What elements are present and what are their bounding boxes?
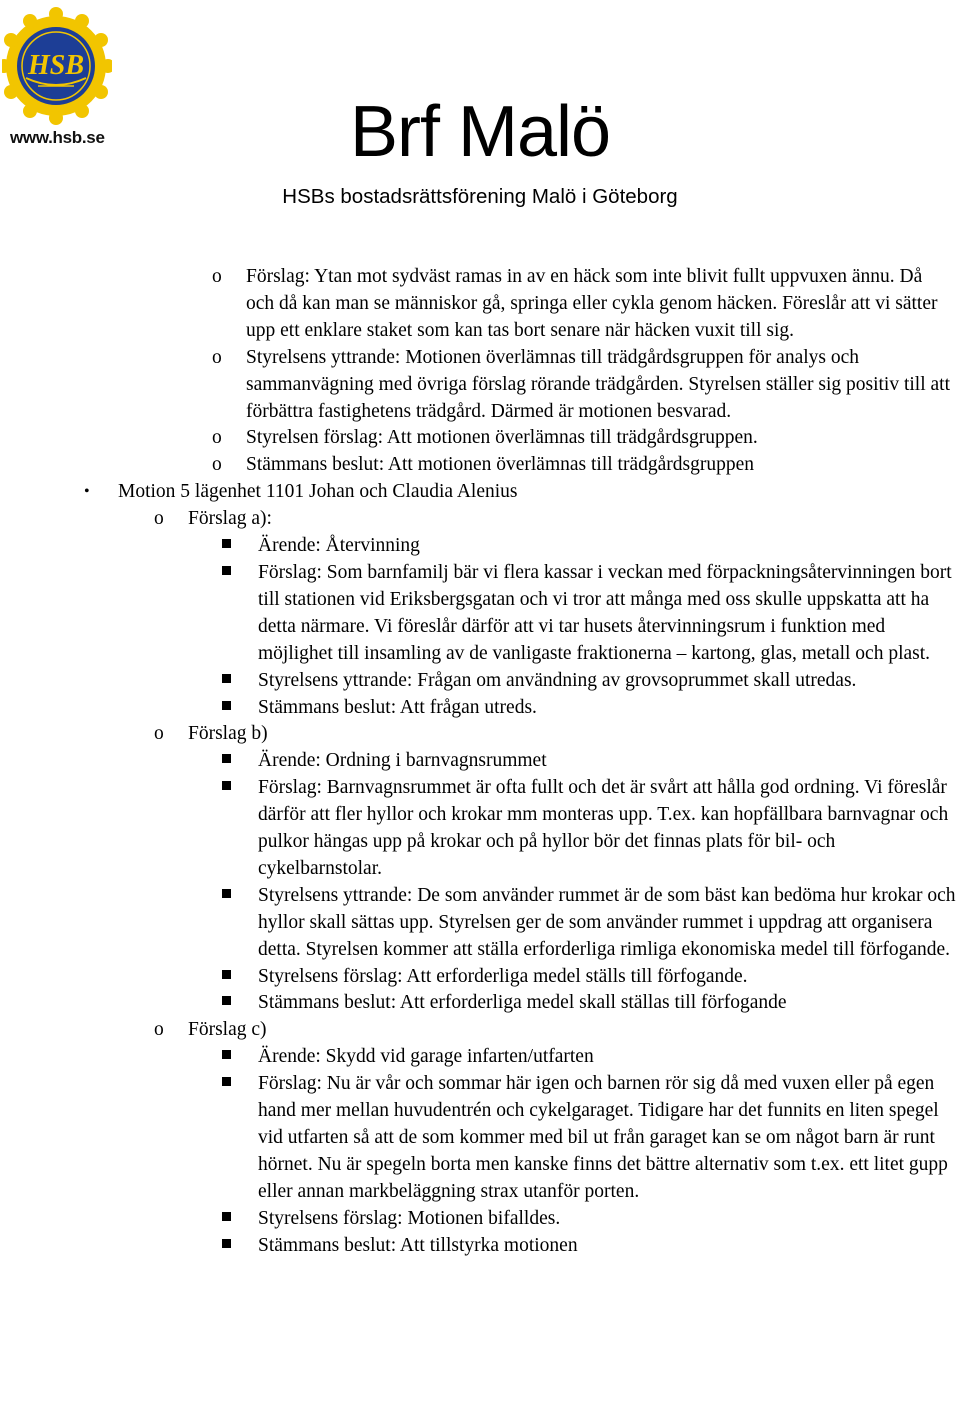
list-item: o Styrelsen förslag: Att motionen överlämnas till trädgårdsgruppen. bbox=[0, 425, 960, 452]
proposal-heading: o Förslag a): bbox=[0, 506, 960, 533]
list-item: Styrelsens yttrande: Frågan om användning av grovsoprummet skall utredas. bbox=[0, 668, 960, 695]
page-subtitle: HSBs bostadsrättsförening Malö i Göteborg bbox=[282, 185, 678, 208]
list-item: Ärende: Skydd vid garage infarten/utfarten bbox=[0, 1044, 960, 1071]
list-item: Stämmans beslut: Att tillstyrka motionen bbox=[0, 1233, 960, 1260]
list-item: Stämmans beslut: Att erforderliga medel skall ställas till förfogande bbox=[0, 990, 960, 1017]
svg-text:HSB: HSB bbox=[27, 50, 85, 81]
proposal-heading: o Förslag c) bbox=[0, 1017, 960, 1044]
square-bullet-icon bbox=[222, 1212, 231, 1221]
list-item: Styrelsens förslag: Att erforderliga medel ställs till förfogande. bbox=[0, 964, 960, 991]
square-bullet-icon bbox=[222, 1050, 231, 1059]
circle-bullet-icon: o bbox=[154, 1019, 164, 1041]
square-bullet-icon bbox=[222, 1077, 231, 1086]
page-title: Brf Malö bbox=[349, 92, 611, 172]
square-bullet-icon bbox=[222, 996, 231, 1005]
circle-bullet-icon: o bbox=[212, 346, 222, 368]
square-bullet-icon bbox=[222, 889, 231, 898]
list-item: Styrelsens yttrande: De som använder rummet är de som bäst kan bedöma hur krokar och hyllor skall sättas upp. Styrelsen ger de som använder rummet i uppdrag att organisera detta. Styrelsen kommer att ställa erforderliga rimliga ekonomiska medel till förfogande. bbox=[0, 883, 960, 964]
square-bullet-icon bbox=[222, 970, 231, 979]
square-bullet-icon bbox=[222, 701, 231, 710]
square-bullet-icon bbox=[222, 781, 231, 790]
circle-bullet-icon: o bbox=[154, 508, 164, 530]
list-item: o Styrelsens yttrande: Motionen överlämnas till trädgårdsgruppen för analys och sammanvägning med övriga förslag rörande trädgården. Styrelsen ställer sig positiv till att förbättra fastighetens trädgård. Därmed är motionen besvarad. bbox=[212, 346, 950, 422]
square-bullet-icon bbox=[222, 539, 231, 548]
list-item: Förslag: Nu är vår och sommar här igen och barnen rör sig då med vuxen eller på egen hand mer mellan huvudentrén och cykelgaraget. Tidigare har det funnits en liten spegel vid utfarten så att de som kommer med bil ut från garaget kan se om något barn är runt hörnet. Nu är spegeln borta men kanske finns det bättre alternativ som t.ex. ett litet gupp eller annan markbeläggning strax utanför porten. bbox=[0, 1071, 960, 1206]
list-item: Ärende: Återvinning bbox=[0, 533, 960, 560]
circle-bullet-icon: o bbox=[212, 266, 222, 287]
circle-bullet-icon: o bbox=[154, 723, 164, 745]
logo-url: www.hsb.se bbox=[10, 128, 105, 147]
square-bullet-icon bbox=[222, 566, 231, 575]
list-item: Styrelsens förslag: Motionen bifalldes. bbox=[0, 1206, 960, 1233]
circle-bullet-icon: o bbox=[212, 427, 222, 449]
list-item: o Förslag: Ytan mot sydväst ramas in av en häck som inte blivit fullt uppvuxen ännu. Då och då kan man se människor gå, springa eller cykla genom häcken. Föreslår att vi sätter upp ett enklare staket som kan tas bort senare när häcken vuxit till sig. bbox=[212, 266, 938, 341]
square-bullet-icon bbox=[222, 754, 231, 763]
bullet-icon: • bbox=[84, 483, 90, 501]
document-body bbox=[0, 264, 960, 1260]
list-item: Stämmans beslut: Att frågan utreds. bbox=[0, 695, 960, 722]
list-item: Förslag: Som barnfamilj bär vi flera kassar i veckan med förpackningsåtervinningen bort till stationen vid Eriksbergsgatan och vi tror att många med oss skulle uppskatta att ha detta närmare. Vi föreslår därför att vi tar husets återvinningsrum i funktion med möjlighet till insamling av de vanligaste fraktionerna – kartong, glas, metall och plast. bbox=[0, 560, 960, 668]
list-item: Ärende: Ordning i barnvagnsrummet bbox=[0, 748, 960, 775]
square-bullet-icon bbox=[222, 1239, 231, 1248]
motion-heading: • Motion 5 lägenhet 1101 Johan och Claudia Alenius bbox=[0, 479, 960, 506]
square-bullet-icon bbox=[222, 674, 231, 683]
circle-bullet-icon: o bbox=[212, 454, 222, 476]
list-item: o Stämmans beslut: Att motionen överlämnas till trädgårdsgruppen bbox=[0, 452, 960, 479]
proposal-heading: o Förslag b) bbox=[0, 721, 960, 748]
list-item: Förslag: Barnvagnsrummet är ofta fullt och det är svårt att hålla god ordning. Vi föreslår därför att fler hyllor och krokar mm monteras upp. T.ex. kan hopfällbara barnvagnar och pulkor hängas upp på krokar och på hyllor bör det finnas plats för bil- och cykelbarnstolar. bbox=[0, 775, 960, 883]
